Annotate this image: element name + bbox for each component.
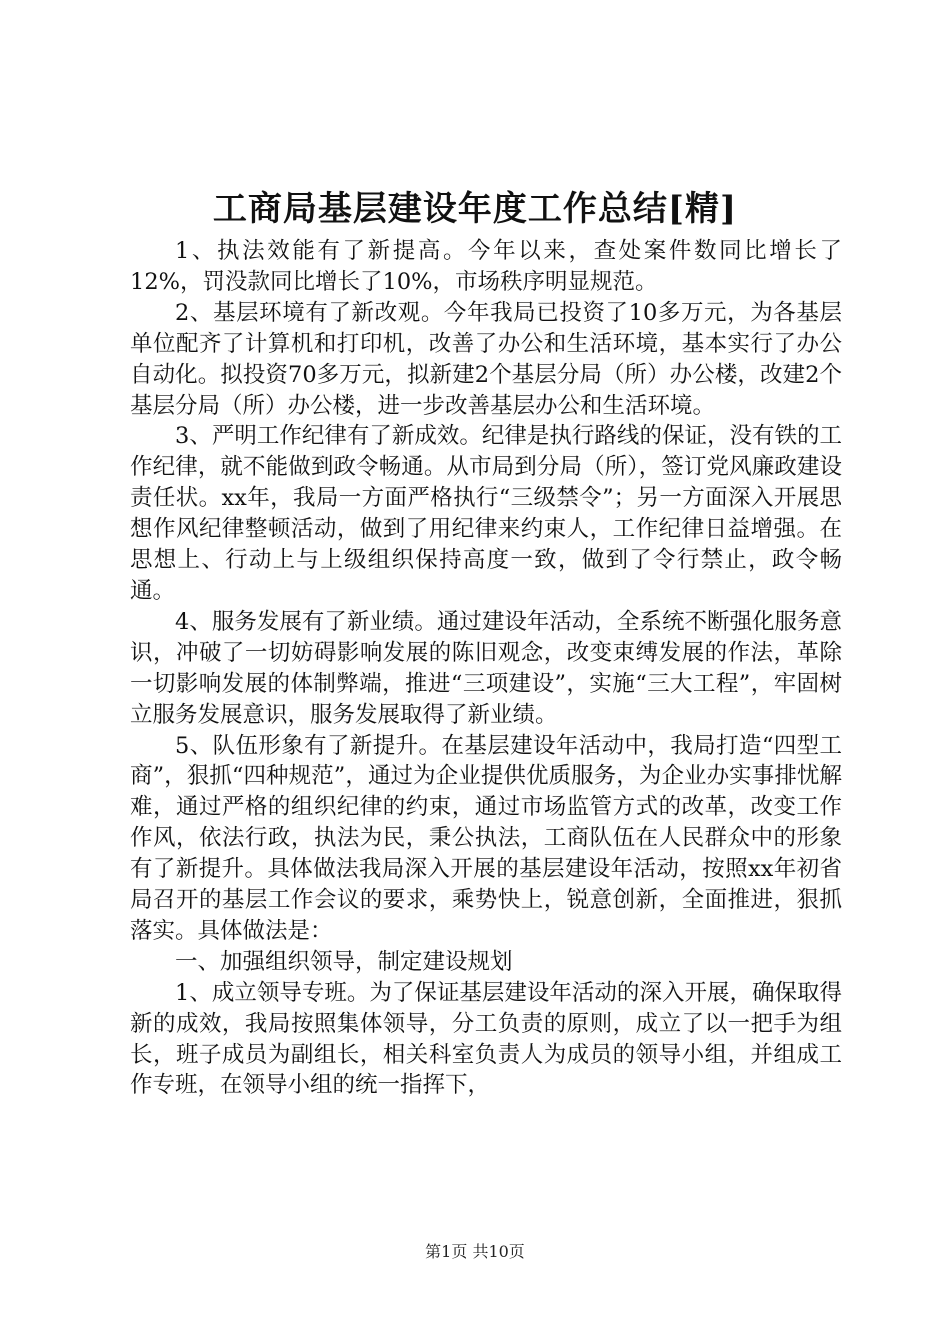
- paragraph-4: 4、服务发展有了新业绩。通过建设年活动，全系统不断强化服务意识，冲破了一切妨碍影响发展的陈旧观念，改变束缚发展的作法，革除一切影响发展的体制弊端，推进“三项建设”，实施“三大工程”，牢固树立服务发展意识，服务发展取得了新业绩。: [130, 608, 842, 728]
- paragraph-3: 3、严明工作纪律有了新成效。纪律是执行路线的保证，没有铁的工作纪律，就不能做到政令畅通。从市局到分局（所），签订党风廉政建设责任状。xx年，我局一方面严格执行“三级禁令”；另一方面深入开展思想作风纪律整顿活动，做到了用纪律来约束人，工作纪律日益增强。在思想上、行动上与上级组织保持高度一致，做到了令行禁止，政令畅通。: [130, 423, 842, 604]
- section-heading: 一、加强组织领导，制定建设规划: [175, 948, 513, 975]
- document-title: 工商局基层建设年度工作总结[精]: [212, 189, 738, 229]
- paragraph-5: 5、队伍形象有了新提升。在基层建设年活动中，我局打造“四型工商”，狠抓“四种规范”，通过为企业提供优质服务，为企业办实事排忧解难，通过严格的组织纪律的约束，通过市场监管方式的改革，改变工作作风，依法行政，执法为民，秉公执法，工商队伍在人民群众中的形象有了新提升。具体做法我局深入开展的基层建设年活动，按照xx年初省局召开的基层工作会议的要求，乘势快上，锐意创新，全面推进，狠抓落实。具体做法是：: [130, 732, 842, 944]
- paragraph-1: 1、执法效能有了新提高。今年以来，查处案件数同比增长了12%，罚没款同比增长了10%，市场秩序明显规范。: [130, 238, 842, 295]
- document-body: [130, 236, 842, 1101]
- page-number: 第1页 共10页: [425, 1242, 525, 1261]
- paragraph-6: 1、成立领导专班。为了保证基层建设年活动的深入开展，确保取得新的成效，我局按照集体领导，分工负责的原则，成立了以一把手为组长，班子成员为副组长，相关科室负责人为成员的领导小组，并组成工作专班，在领导小组的统一指挥下，: [130, 979, 842, 1099]
- paragraph-2: 2、基层环境有了新改观。今年我局已投资了10多万元，为各基层单位配齐了计算机和打印机，改善了办公和生活环境，基本实行了办公自动化。拟投资70多万元，拟新建2个基层分局（所）办公楼，改建2个基层分局（所）办公楼，进一步改善基层办公和生活环境。: [130, 299, 842, 419]
